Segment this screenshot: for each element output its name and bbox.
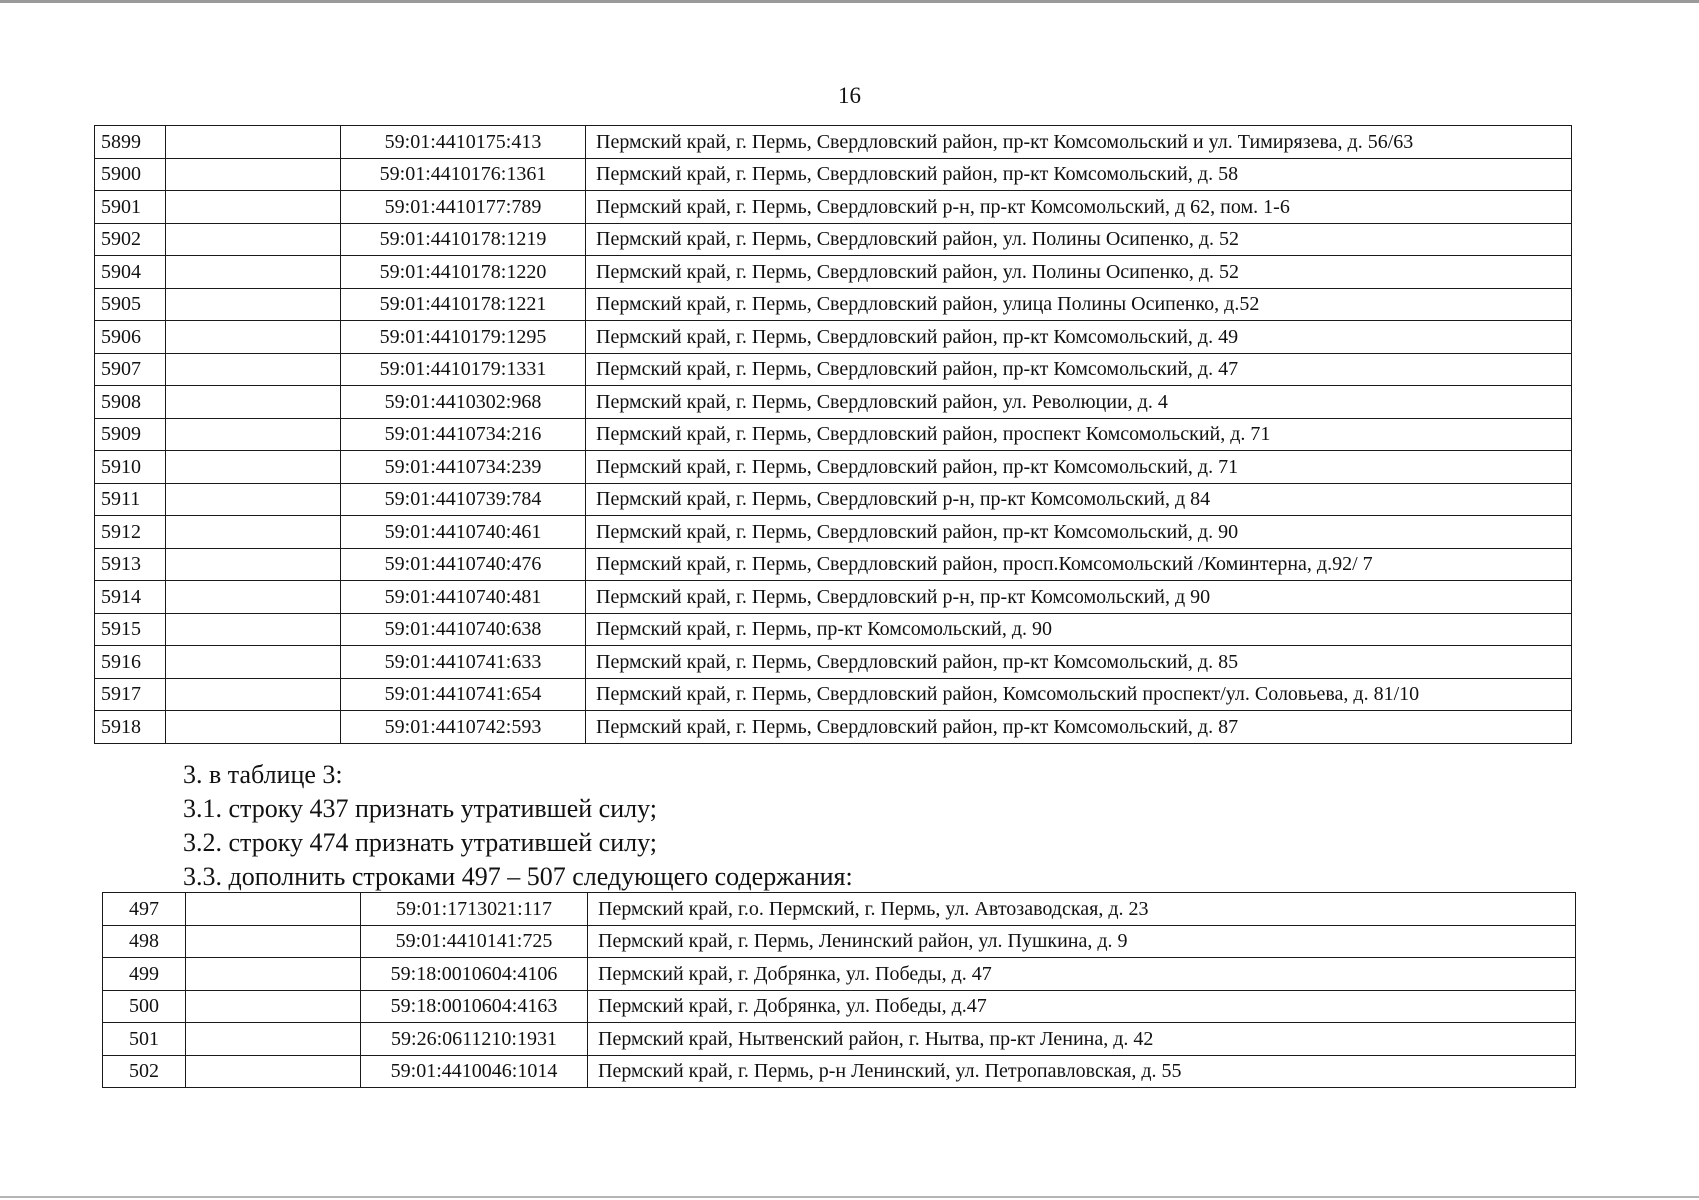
row-number-cell: 5917 [95, 678, 166, 711]
row-number-cell: 499 [103, 958, 186, 991]
address-cell: Пермский край, г.о. Пермский, г. Пермь, ул. Автозаводская, д. 23 [588, 893, 1576, 926]
empty-cell [166, 288, 341, 321]
row-number-cell: 501 [103, 1023, 186, 1056]
empty-cell [186, 990, 361, 1023]
empty-cell [166, 126, 341, 159]
instruction-line: 3. в таблице 3: [183, 760, 343, 789]
row-number-cell: 5906 [95, 321, 166, 354]
row-number-cell: 498 [103, 925, 186, 958]
cadastral-number-cell: 59:01:4410740:481 [341, 581, 586, 614]
address-cell: Пермский край, г. Пермь, Свердловский район, улица Полины Осипенко, д.52 [586, 288, 1572, 321]
row-number-cell: 5913 [95, 548, 166, 581]
cadastral-number-cell: 59:01:4410141:725 [361, 925, 588, 958]
table-row [95, 418, 1572, 451]
cadastral-number-cell: 59:01:4410740:638 [341, 613, 586, 646]
table-row [95, 256, 1572, 289]
empty-cell [166, 548, 341, 581]
table-row [95, 483, 1572, 516]
empty-cell [166, 386, 341, 419]
cadastral-number-cell: 59:01:4410176:1361 [341, 158, 586, 191]
address-cell: Пермский край, г. Пермь, пр-кт Комсомольский, д. 90 [586, 613, 1572, 646]
table-row [95, 516, 1572, 549]
cadastral-number-cell: 59:01:4410178:1220 [341, 256, 586, 289]
row-number-cell: 5900 [95, 158, 166, 191]
instruction-line: 3.2. строку 474 признать утратившей силу; [183, 828, 657, 857]
address-cell: Пермский край, г. Пермь, Свердловский район, пр-кт Комсомольский и ул. Тимирязева, д. 56/63 [586, 126, 1572, 159]
page-top-edge [0, 0, 1699, 3]
cadastral-number-cell: 59:01:4410178:1219 [341, 223, 586, 256]
instruction-line: 3.1. строку 437 признать утратившей силу; [183, 794, 657, 823]
table-row [95, 613, 1572, 646]
empty-cell [166, 353, 341, 386]
cadastral-number-cell: 59:01:4410742:593 [341, 711, 586, 744]
table-row [95, 288, 1572, 321]
empty-cell [186, 925, 361, 958]
table-row [95, 223, 1572, 256]
row-number-cell: 5909 [95, 418, 166, 451]
address-cell: Пермский край, г. Пермь, Свердловский район, ул. Полины Осипенко, д. 52 [586, 223, 1572, 256]
row-number-cell: 497 [103, 893, 186, 926]
page-bottom-edge [0, 1196, 1699, 1198]
empty-cell [186, 1023, 361, 1056]
table-row [95, 548, 1572, 581]
cadastral-number-cell: 59:01:4410179:1331 [341, 353, 586, 386]
empty-cell [166, 581, 341, 614]
empty-cell [166, 483, 341, 516]
table-row [103, 925, 1576, 958]
row-number-cell: 5902 [95, 223, 166, 256]
table-row [95, 386, 1572, 419]
objects-table-body [95, 126, 1572, 744]
table-row [103, 1055, 1576, 1088]
table-row [95, 126, 1572, 159]
row-number-cell: 5911 [95, 483, 166, 516]
empty-cell [166, 711, 341, 744]
row-number-cell: 5907 [95, 353, 166, 386]
row-number-cell: 500 [103, 990, 186, 1023]
table-row [95, 581, 1572, 614]
cadastral-number-cell: 59:01:4410178:1221 [341, 288, 586, 321]
row-number-cell: 5916 [95, 646, 166, 679]
table-row [103, 958, 1576, 991]
table-row [95, 678, 1572, 711]
table-row [95, 353, 1572, 386]
row-number-cell: 5918 [95, 711, 166, 744]
table-row [103, 893, 1576, 926]
table-row [95, 158, 1572, 191]
empty-cell [186, 1055, 361, 1088]
address-cell: Пермский край, г. Пермь, Свердловский р-н, пр-кт Комсомольский, д 62, пом. 1-6 [586, 191, 1572, 224]
cadastral-number-cell: 59:01:1713021:117 [361, 893, 588, 926]
table-row [103, 1023, 1576, 1056]
empty-cell [186, 958, 361, 991]
cadastral-number-cell: 59:18:0010604:4163 [361, 990, 588, 1023]
cadastral-number-cell: 59:26:0611210:1931 [361, 1023, 588, 1056]
address-cell: Пермский край, г. Добрянка, ул. Победы, д. 47 [588, 958, 1576, 991]
empty-cell [166, 678, 341, 711]
empty-cell [166, 418, 341, 451]
empty-cell [166, 158, 341, 191]
amendment-instructions [183, 758, 853, 894]
address-cell: Пермский край, г. Пермь, Свердловский район, проспект Комсомольский, д. 71 [586, 418, 1572, 451]
table-row [95, 711, 1572, 744]
empty-cell [166, 613, 341, 646]
empty-cell [166, 256, 341, 289]
table-3-body [103, 893, 1576, 1088]
table-row [95, 321, 1572, 354]
row-number-cell: 5905 [95, 288, 166, 321]
empty-cell [166, 191, 341, 224]
address-cell: Пермский край, г. Пермь, р-н Ленинский, ул. Петропавловская, д. 55 [588, 1055, 1576, 1088]
page-number: 16 [838, 83, 861, 108]
table-3-added-rows [102, 892, 1576, 1088]
address-cell: Пермский край, г. Пермь, Свердловский район, пр-кт Комсомольский, д. 90 [586, 516, 1572, 549]
row-number-cell: 5908 [95, 386, 166, 419]
cadastral-number-cell: 59:18:0010604:4106 [361, 958, 588, 991]
cadastral-number-cell: 59:01:4410741:654 [341, 678, 586, 711]
empty-cell [186, 893, 361, 926]
empty-cell [166, 646, 341, 679]
row-number-cell: 5901 [95, 191, 166, 224]
row-number-cell: 5912 [95, 516, 166, 549]
empty-cell [166, 223, 341, 256]
address-cell: Пермский край, г. Пермь, Свердловский район, пр-кт Комсомольский, д. 47 [586, 353, 1572, 386]
row-number-cell: 5910 [95, 451, 166, 484]
cadastral-number-cell: 59:01:4410741:633 [341, 646, 586, 679]
cadastral-number-cell: 59:01:4410734:239 [341, 451, 586, 484]
address-cell: Пермский край, г. Пермь, Свердловский район, пр-кт Комсомольский, д. 87 [586, 711, 1572, 744]
row-number-cell: 502 [103, 1055, 186, 1088]
cadastral-number-cell: 59:01:4410177:789 [341, 191, 586, 224]
row-number-cell: 5915 [95, 613, 166, 646]
cadastral-number-cell: 59:01:4410740:461 [341, 516, 586, 549]
empty-cell [166, 321, 341, 354]
instruction-line: 3.3. дополнить строками 497 – 507 следующего содержания: [183, 862, 853, 891]
address-cell: Пермский край, г. Пермь, Свердловский район, пр-кт Комсомольский, д. 71 [586, 451, 1572, 484]
cadastral-number-cell: 59:01:4410739:784 [341, 483, 586, 516]
table-row [95, 451, 1572, 484]
address-cell: Пермский край, г. Пермь, Свердловский р-н, пр-кт Комсомольский, д 90 [586, 581, 1572, 614]
address-cell: Пермский край, г. Пермь, Свердловский район, пр-кт Комсомольский, д. 58 [586, 158, 1572, 191]
cadastral-number-cell: 59:01:4410302:968 [341, 386, 586, 419]
table-row [103, 990, 1576, 1023]
cadastral-number-cell: 59:01:4410046:1014 [361, 1055, 588, 1088]
address-cell: Пермский край, г. Пермь, Ленинский район, ул. Пушкина, д. 9 [588, 925, 1576, 958]
address-cell: Пермский край, г. Пермь, Свердловский район, Комсомольский проспект/ул. Соловьева, д. 81/10 [586, 678, 1572, 711]
cadastral-number-cell: 59:01:4410740:476 [341, 548, 586, 581]
cadastral-number-cell: 59:01:4410179:1295 [341, 321, 586, 354]
empty-cell [166, 451, 341, 484]
cadastral-number-cell: 59:01:4410734:216 [341, 418, 586, 451]
row-number-cell: 5914 [95, 581, 166, 614]
address-cell: Пермский край, г. Пермь, Свердловский район, просп.Комсомольский /Коминтерна, д.92/ 7 [586, 548, 1572, 581]
row-number-cell: 5904 [95, 256, 166, 289]
table-row [95, 191, 1572, 224]
address-cell: Пермский край, г. Добрянка, ул. Победы, д.47 [588, 990, 1576, 1023]
row-number-cell: 5899 [95, 126, 166, 159]
table-row [95, 646, 1572, 679]
objects-table-continued [94, 125, 1572, 744]
address-cell: Пермский край, г. Пермь, Свердловский р-н, пр-кт Комсомольский, д 84 [586, 483, 1572, 516]
address-cell: Пермский край, г. Пермь, Свердловский район, пр-кт Комсомольский, д. 49 [586, 321, 1572, 354]
address-cell: Пермский край, г. Пермь, Свердловский район, ул. Полины Осипенко, д. 52 [586, 256, 1572, 289]
address-cell: Пермский край, г. Пермь, Свердловский район, ул. Революции, д. 4 [586, 386, 1572, 419]
empty-cell [166, 516, 341, 549]
cadastral-number-cell: 59:01:4410175:413 [341, 126, 586, 159]
address-cell: Пермский край, г. Пермь, Свердловский район, пр-кт Комсомольский, д. 85 [586, 646, 1572, 679]
address-cell: Пермский край, Нытвенский район, г. Нытва, пр-кт Ленина, д. 42 [588, 1023, 1576, 1056]
